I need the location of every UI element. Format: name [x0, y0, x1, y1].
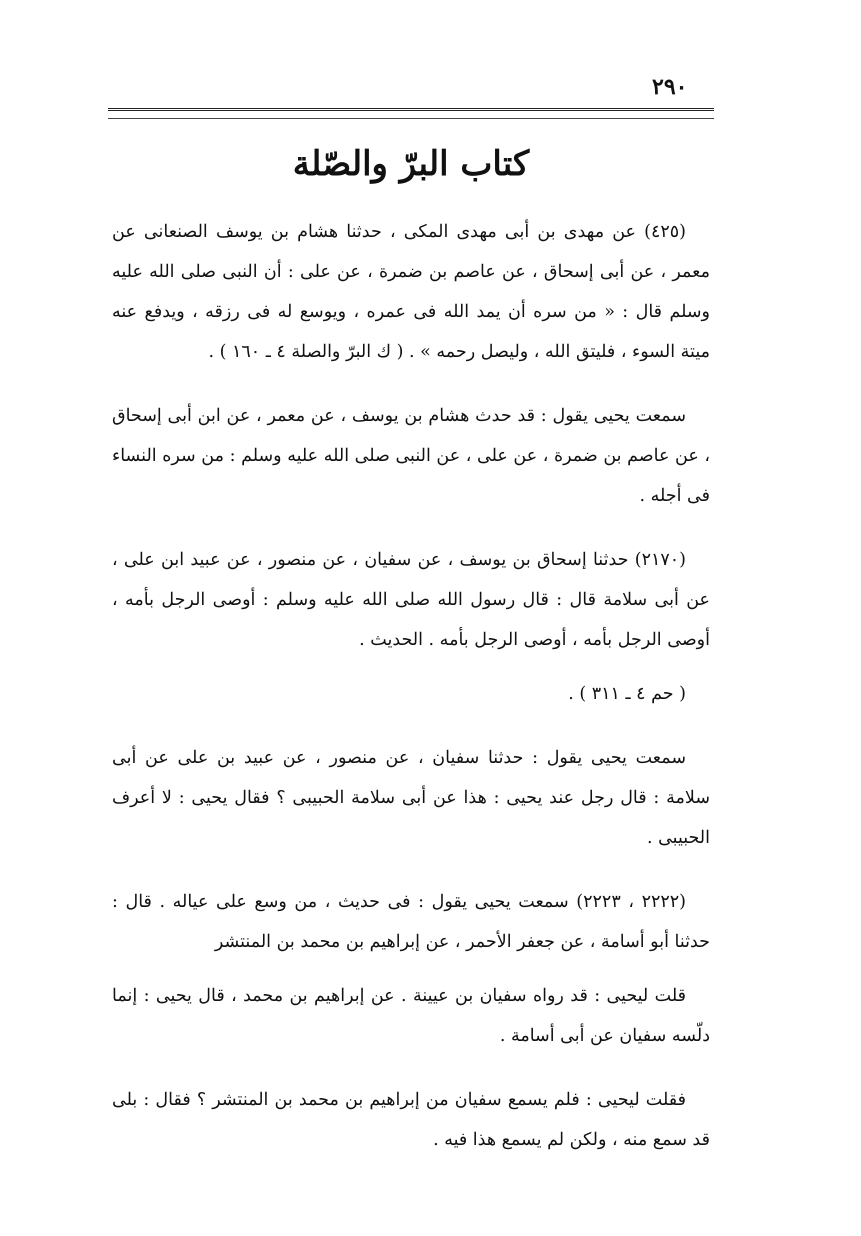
- header-rule-double: [108, 108, 714, 111]
- chapter-title: كتاب البرّ والصّلة: [292, 144, 530, 184]
- header-rule-thin: [108, 118, 714, 119]
- commentary-paragraph-1: سمعت يحيى يقول : قد حدث هشام بن يوسف ، عن معمر ، عن ابن أبى إسحاق ، عن عاصم بن ضمرة ، عن على ، عن النبى صلى الله عليه وسلم : من سره النساء فى أجله .: [112, 406, 710, 506]
- hadith-paragraph-2222: (٢٢٢٢ ، ٢٢٢٣) سمعت يحيى يقول : فى حديث ، من وسع على عياله . قال : حدثنا أبو أسامة ، عن جعفر الأحمر ، عن إبراهيم بن محمد بن المنتشر: [112, 892, 710, 952]
- page-number: ٢٩٠: [652, 74, 688, 100]
- hadith-paragraph-425: (٤٢٥) عن مهدى بن أبى مهدى المكى ، حدثنا هشام بن يوسف الصنعانى عن معمر ، عن أبى إسحاق ، عن عاصم بن ضمرة ، عن على : أن النبى صلى الله عليه وسلم قال : « من سره أن يمد الله فى عمره ، ويوسع له فى رزقه ، ويدفع عنه ميتة السوء ، فليتق الله ، وليصل رحمه » . ( ك البرّ والصلة ٤ ـ ١٦٠ ) .: [112, 222, 710, 362]
- hadith-reference-2170: ( حم ٤ ـ ٣١١ ) .: [568, 684, 686, 704]
- page-body: [112, 212, 710, 1184]
- commentary-paragraph-3: قلت ليحيى : قد رواه سفيان بن عيينة . عن إبراهيم بن محمد ، قال يحيى : إنما دلّسه سفيان عن أبى أسامة .: [112, 986, 710, 1046]
- commentary-paragraph-4: فقلت ليحيى : فلم يسمع سفيان من إبراهيم بن محمد بن المنتشر ؟ فقال : بلى قد سمع منه ، ولكن لم يسمع هذا فيه .: [112, 1090, 710, 1150]
- hadith-paragraph-2170: (٢١٧٠) حدثنا إسحاق بن يوسف ، عن سفيان ، عن منصور ، عن عبيد ابن على ، عن أبى سلامة قال : قال رسول الله صلى الله عليه وسلم : أوصى الرجل بأمه ، أوصى الرجل بأمه ، أوصى الرجل بأمه . الحديث .: [112, 550, 710, 650]
- commentary-paragraph-2: سمعت يحيى يقول : حدثنا سفيان ، عن منصور ، عن عبيد بن على عن أبى سلامة : قال رجل عند يحيى : هذا عن أبى سلامة الحبيبى ؟ فقال يحيى : لا أعرف الحبيبى .: [112, 748, 710, 848]
